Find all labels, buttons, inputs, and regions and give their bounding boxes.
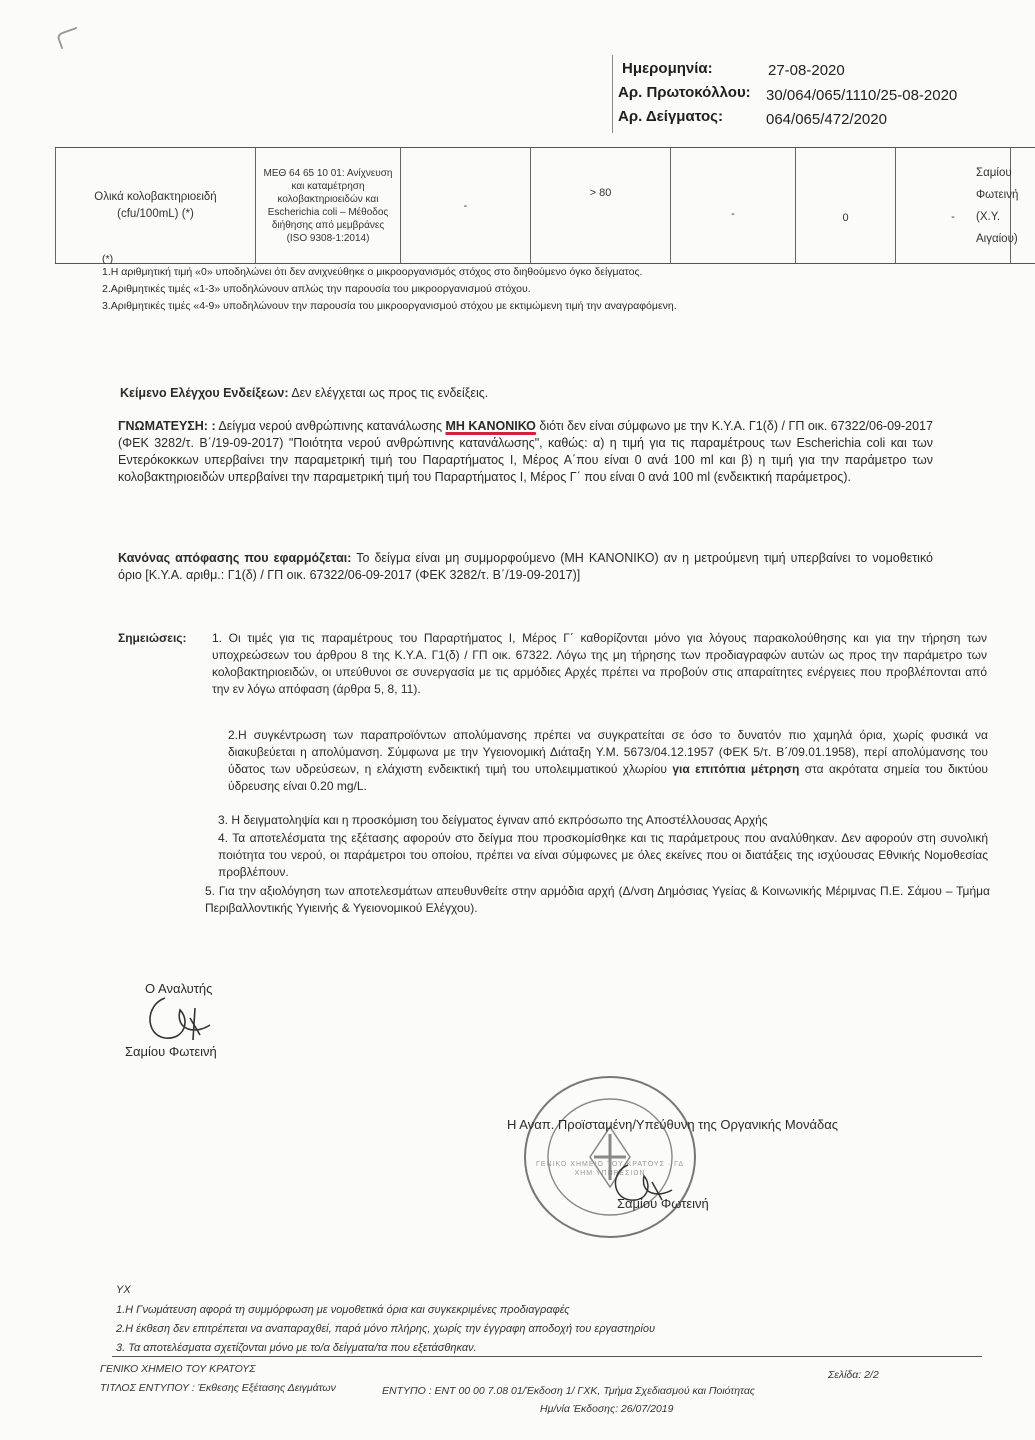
analyst-title: Ο Αναλυτής (145, 981, 213, 996)
col3-cell (400, 148, 530, 263)
col7-text: - (951, 210, 955, 223)
decision-rule-paragraph (118, 550, 933, 584)
decision-rule-label: Κανόνας απόφασης που εφαρμόζεται: (118, 551, 352, 565)
opinion-paragraph (118, 418, 933, 486)
date-value: 27-08-2020 (768, 62, 845, 79)
head-name: Σαμίου Φωτεινή (617, 1196, 709, 1211)
footnote-3: 3.Αριθμητικές τιμές «4-9» υποδηλώνουν την παρουσία του μικροοργανισμού στόχου με εκτιμώμενη τιμή την αναγραφόμενη. (102, 300, 677, 312)
footer-line-3: 3. Τα αποτελέσματα σχετίζονται μόνο με το/α δείγματα/τα που εξετάσθηκαν. (116, 1342, 477, 1354)
footer-org: ΓΕΝΙΚΟ ΧΗΜΕΙΟ ΤΟΥ ΚΡΑΤΟΥΣ (100, 1363, 256, 1375)
note-2 (228, 727, 988, 795)
result-text: > 80 (589, 187, 612, 199)
label-check-label: Κείμενο Ελέγχου Ενδείξεων: (120, 386, 289, 400)
notes-label-text: Σημειώσεις: (118, 631, 187, 645)
parameter-text: Ολικά κολοβακτηριοειδή (cfu/100mL) (*) (94, 190, 217, 220)
label-check (120, 385, 488, 402)
footer-line-1: 1.Η Γνωμάτευση αφορά τη συμμόρφωση με νομοθετικά όρια και συγκεκριμένες προδιαγραφές (116, 1304, 570, 1316)
results-table (55, 147, 1035, 264)
analyst-signature (135, 990, 225, 1050)
footer-form-title: ΤΙΤΛΟΣ ΕΝΤΥΠΟΥ : Έκθεσης Εξέτασης Δειγμάτων (100, 1382, 336, 1394)
opinion-text-after: διότι δεν είναι σύμφωνο με την Κ.Υ.Α. Γ1(δ) / ΓΠ οικ. 67322/06-09-2017 (ΦΕΚ 3282/τ. Β΄/19-09-2017) "Ποιότητα νερού ανθρώπινης κατανάλωσης", καθώς: α) η τιμή για τις παραμέτρους των Escherichia coli και των Εντερόκοκκων υπερβαίνει την παραμετρική τιμή του Παραρτήματος Ι, Μέρος Α΄που είναι 0 ανά 100 ml και β) η τιμή για την παράμετρο των κολοβακτηριοειδών υπερβαίνει την παραμετρική τιμή του Παραρτήματος Ι, Μέρος Γ΄ που είναι 0 ανά 100 ml (ενδεικτική παράμετρος). (118, 419, 933, 484)
note-2-before: 2.Η συγκέντρωση των παραπροϊόντων απολύμανσης πρέπει να συγκρατείται σε όσο το δυνατόν πιο χαμηλά όρια, χωρίς φυσικά να διακυβεύεται η απολύμανση. Σύμφωνα με την Υγειονομική Διάταξη Υ.Μ. 5673/04.12.1957 (ΦΕΚ 5/τ. Β΄/09.01.1958), περί απολύμανσης του ύδατος των υδρεύσεων, η ελάχιστη ενδεικτική τιμή του υπολειμματικού χλωρίου (228, 728, 988, 776)
method-text: ΜΕΘ 64 65 10 01: Ανίχνευση και καταμέτρηση κολοβακτηριοειδών και Escherichia coli – Μέθοδος διήθησης από μεμβράνες (ISO 9308-1:2014) (263, 167, 393, 244)
opinion-label: ΓΝΩΜΑΤΕΥΣΗ: : (118, 419, 216, 433)
footer-line-2: 2.Η έκθεση δεν επιτρέπεται να αναπαραχθεί, παρά μόνο πλήρης, χωρίς την έγγραφη αποδοχή του εργαστηρίου (116, 1323, 656, 1335)
protocol-value: 30/064/065/1110/25-08-2020 (766, 87, 958, 104)
decision-rule-text: Το δείγμα είναι μη συμμορφούμενο (ΜΗ ΚΑΝΟΝΙΚΟ) αν η μετρούμενη τιμή υπερβαίνει το νομοθετικό όριο [Κ.Υ.Α. αριθμ.: Γ1(δ) / ΓΠ οικ. 67322/06-09-2017 (ΦΕΚ 3282/τ. Β΄/19-09-2017)] (118, 551, 934, 582)
label-check-value: Δεν ελέγχεται ως προς τις ενδείξεις. (291, 386, 489, 400)
note-5: 5. Για την αξιολόγηση των αποτελεσμάτων απευθυνθείτε στην αρμόδια αρχή (Δ/νση Δημόσιας Υγείας & Κοινωνικής Μέριμνας Π.Ε. Σάμου – Τμήμα Περιβαλλοντικής Υγιεινής & Υγειονομικού Ελέγχου). (205, 884, 990, 915)
analyst-cell (976, 148, 1035, 263)
col6-cell (795, 148, 895, 263)
note-2-after: στα ακρότατα σημεία του δικτύου ύδρευσης είναι 0.20 mg/L. (228, 762, 988, 793)
notes-label (118, 630, 187, 647)
note-2-bold: για επιτόπια μέτρηση (672, 762, 800, 776)
result-cell (530, 148, 670, 263)
col3-text: - (463, 199, 468, 212)
sample-value: 064/065/472/2020 (766, 111, 887, 128)
footer-yx: ΥΧ (116, 1284, 131, 1296)
col6-text: 0 (842, 211, 849, 224)
stamp-caption: ΓΕΝΙΚΟ ΧΗΜΕΙΟ ΤΟΥ ΚΡΑΤΟΥΣ · ΓΔ ΧΗΜ ΥΠΗΡΕΣΙΩΝ (535, 1161, 685, 1177)
protocol-label: Αρ. Πρωτοκόλλου: (618, 84, 751, 101)
analyst-cell-text: Σαμίου Φωτεινή (Χ.Υ. Αιγαίου) (976, 166, 1019, 245)
footer-page: Σελίδα: 2/2 (828, 1369, 879, 1381)
footer-form-code: ΕΝΤΥΠΟ : ΕΝΤ 00 00 7.08 01/Έκδοση 1/ ΓΧΚ, Τμήμα Σχεδιασμού και Ποιότητας (382, 1385, 755, 1397)
header-rule (612, 55, 613, 133)
footnote-marker: (*) (102, 253, 114, 265)
footer-issue-date: Ημ/νία Έκδοσης: 26/07/2019 (540, 1403, 674, 1415)
col5-cell (670, 148, 795, 263)
footer-rule (112, 1356, 982, 1357)
sample-label: Αρ. Δείγματος: (618, 108, 723, 125)
analyst-name: Σαμίου Φωτεινή (125, 1044, 217, 1059)
footnote-2: 2.Αριθμητικές τιμές «1-3» υποδηλώνουν απλώς την παρουσία του μικροοργανισμού στόχου. (102, 283, 531, 295)
note-4: 4. Τα αποτελέσματα της εξέτασης αφορούν στο δείγμα που προσκομίσθηκε και τις παράμετρους που αναλύθηκαν. Δεν αφορούν στη συνολική ποιότητα του νερού, οι παράμετροι του οποίου, πρέπει να είναι σύμφωνες με όλες εκείνες που οι διατάξεις της ισχύουσας Εθνικής Νομοθεσίας προβλέπουν. (218, 831, 988, 879)
date-label: Ημερομηνία: (622, 60, 713, 77)
footnote-1: 1.Η αριθμητική τιμή «0» υποδηλώνει ότι δεν ανιχνεύθηκε ο μικροοργανισμός στόχος στο διηθούμενο όγκο δείγματος. (102, 266, 643, 278)
method-cell (255, 148, 400, 263)
note-3: 3. Η δειγματοληψία και η προσκόμιση του δείγματος έγιναν από εκπρόσωπο της Αποστέλλουσας Αρχής (218, 813, 768, 827)
official-stamp (520, 1072, 700, 1242)
scan-mark (56, 27, 82, 50)
parameter-cell (55, 148, 255, 263)
col5-text: - (731, 207, 735, 220)
opinion-text-before: Δείγμα νερού ανθρώπινης κατανάλωσης (218, 419, 442, 433)
note-1: 1. Οι τιμές για τις παραμέτρους του Παραρτήματος Ι, Μέρος Γ΄ καθορίζονται μόνο για λόγους παρακολούθησης και για την τήρηση των υποχρεώσεων του άρθρου 8 της Κ.Υ.Α. Γ1(δ) / ΓΠ οικ. 67322. Λόγω της μη τήρησης των προδιαγραφών αυτών ως προς την παράμετρο των κολοβακτηριοειδών, οι υπεύθυνοι σε συνεργασία με τις αρμόδιες Αρχές πρέπει να προβούν στις απαραίτητες ενέργειες που προβλέπονται από την εν λόγω απόφαση (άρθρα 5, 8, 11). (212, 631, 987, 696)
opinion-highlight: ΜΗ ΚΑΝΟΝΙΚΟ (445, 419, 536, 433)
head-title: Η Αναπ. Προϊσταμένη/Υπεύθυνη της Οργανικής Μονάδας (506, 1117, 839, 1132)
